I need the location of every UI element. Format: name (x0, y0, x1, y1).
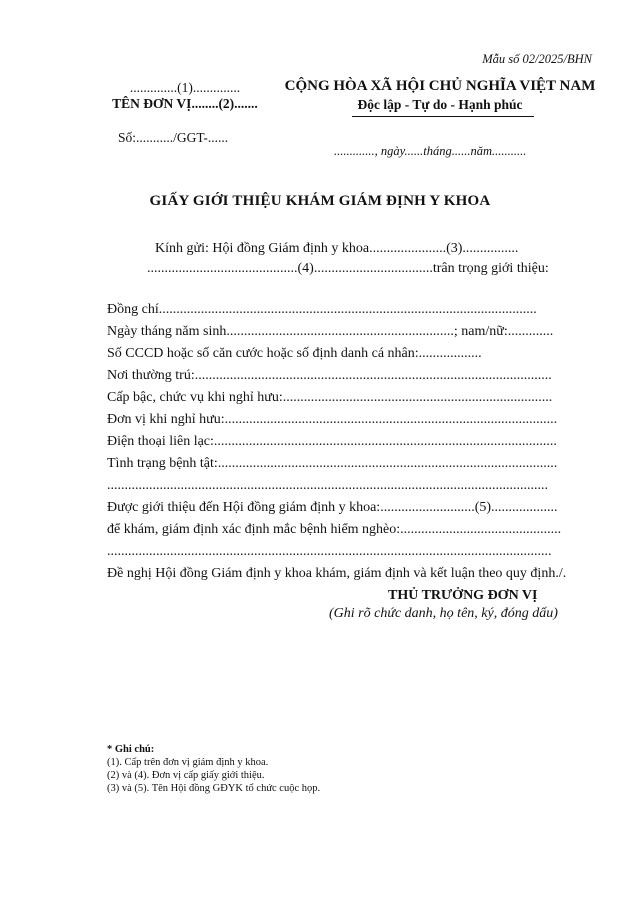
referrer-line: ...........................................(4)..................................trân trọng giới thiệu: (147, 261, 549, 276)
note-item: (2) và (4). Đơn vị cấp giấy giới thiệu. (107, 770, 265, 781)
request-statement: Đề nghị Hội đồng Giám định y khoa khám, giám định và kết luận theo quy định./. (107, 566, 567, 581)
field-id-number: Số CCCD hoặc số căn cước hoặc số định danh cá nhân:.................. (107, 346, 482, 361)
document-number: Số:.........../GGT-...... (118, 130, 229, 145)
notes-heading: * Ghi chú: (107, 744, 155, 755)
national-motto: Độc lập - Tự do - Hạnh phúc (357, 97, 523, 112)
document-title: GIẤY GIỚI THIỆU KHÁM GIÁM ĐỊNH Y KHOA (149, 193, 491, 209)
field-birthdate-gender: Ngày tháng năm sinh.................................................................; nam/nữ:............. (107, 324, 554, 339)
unit-name-line: TÊN ĐƠN VỊ........(2)....... (112, 96, 258, 111)
recipient-line: Kính gửi: Hội đồng Giám định y khoa......................(3)................ (155, 241, 519, 256)
field-retirement-unit: Đơn vị khi nghỉ hưu:............................................................................................... (107, 412, 558, 427)
signature-title: THỦ TRƯỞNG ĐƠN VỊ (388, 588, 538, 603)
date-line: ............., ngày......tháng......năm........... (334, 144, 527, 158)
field-rank-position: Cấp bậc, chức vụ khi nghỉ hưu:............................................................................. (107, 390, 553, 405)
field-referred-council: Được giới thiệu đến Hội đồng giám định y khoa:...........................(5)................... (107, 500, 558, 515)
field-phone: Điện thoại liên lạc:.................................................................................................. (107, 434, 557, 449)
field-exam-purpose-cont: ............................................................................................................................... (107, 544, 552, 559)
field-residence: Nơi thường trú:...................................................................................................... (107, 368, 552, 383)
parent-org-line: ..............(1).............. (129, 80, 241, 95)
field-exam-purpose: để khám, giám định xác định mắc bệnh hiểm nghèo:.............................................. (107, 522, 562, 537)
motto-underline (352, 116, 534, 117)
form-code: Mẫu số 02/2025/BHN (482, 52, 592, 66)
national-title: CỘNG HÒA XÃ HỘI CHỦ NGHĨA VIỆT NAM (284, 78, 596, 94)
field-name: Đồng chí............................................................................................................ (107, 302, 537, 317)
field-health-status-cont: .............................................................................................................................. (107, 478, 548, 493)
note-item: (1). Cấp trên đơn vị giám định y khoa. (107, 757, 269, 768)
field-health-status: Tình trạng bệnh tật:................................................................................................. (107, 456, 558, 471)
note-item: (3) và (5). Tên Hội đồng GĐYK tổ chức cuộc họp. (107, 783, 321, 794)
signature-instruction: (Ghi rõ chức danh, họ tên, ký, đóng dấu) (329, 606, 558, 621)
